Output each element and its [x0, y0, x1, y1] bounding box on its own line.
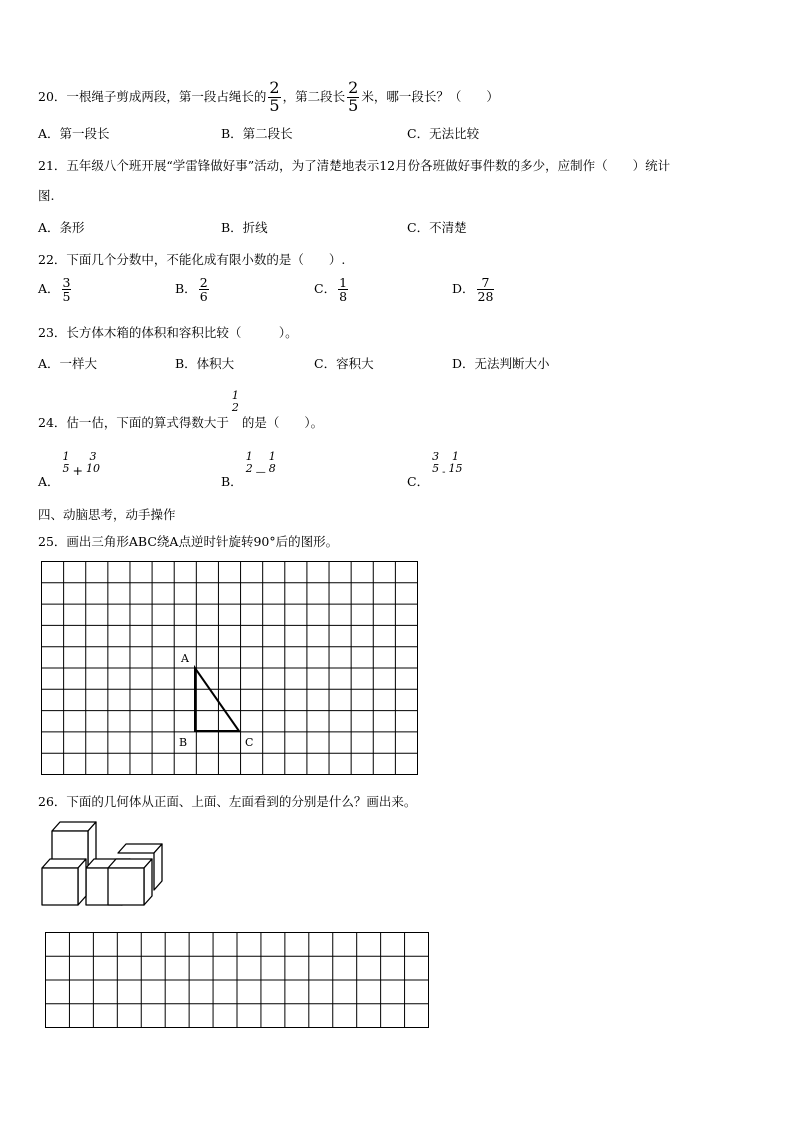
fraction: $\frac{1}{8}$ — [339, 275, 348, 305]
fraction: $\frac{3}{5}$ — [62, 275, 71, 305]
q20-option-c: C．无法比较 — [407, 126, 480, 141]
q21-option-c: C．不清楚 — [407, 220, 467, 235]
fraction: $\frac{2}{6}$ — [199, 275, 208, 305]
fraction: $\frac{2}{5}$ — [269, 78, 280, 115]
q20-option-a: A．第一段长 — [38, 126, 110, 141]
point-b-label: B — [179, 736, 188, 749]
q21-option-b: B．折线 — [221, 220, 268, 235]
q24-option-c: C． 3 5 $_-$ 1 15 — [407, 450, 463, 490]
fraction: 1 2 — [245, 450, 253, 475]
fraction: 1 2 — [231, 389, 239, 414]
q23-option-a: A．一样大 — [38, 356, 98, 371]
fraction: 3 5 — [432, 450, 440, 475]
q23-option-b: B．体积大 — [175, 356, 235, 371]
triangle-abc — [195, 668, 239, 731]
q21-stem-cont: 图. — [38, 188, 55, 203]
q22-option-b: B． $\frac{2}{6}$ — [175, 275, 208, 305]
q25-stem: 25．画出三角形ABC绕A点逆时针旋转90°后的图形。 — [38, 534, 339, 549]
q23-stem: 23．长方体木箱的体积和容积比较（ ）。 — [38, 325, 298, 340]
q25-grid — [41, 561, 418, 775]
q22-option-d: D． $\frac{7}{28}$ — [452, 275, 494, 305]
q23-option-c: C．容积大 — [314, 356, 374, 371]
fraction: 3 10 — [86, 450, 101, 475]
q24-stem: 24．估一估，下面的算式得数大于 1 2 的是（ ）。 — [38, 389, 324, 430]
point-c-label: C — [245, 736, 254, 749]
fraction: 1 5 — [62, 450, 70, 475]
q23-option-d: D．无法判断大小 — [452, 356, 550, 371]
q24-option-a: A． 1 5 + 3 10 — [38, 450, 101, 490]
fraction: $\frac{2}{5}$ — [348, 78, 359, 115]
cube-solid-figure — [38, 818, 166, 913]
q26-stem: 26．下面的几何体从正面、上面、左面看到的分别是什么？画出来。 — [38, 794, 417, 809]
q24-option-b: B． 1 2 $_—$ 1 8 — [221, 450, 276, 490]
q22-stem: 22．下面几个分数中，不能化成有限小数的是（ ）. — [38, 252, 346, 267]
q22-option-c: C． $\frac{1}{8}$ — [314, 275, 348, 305]
fraction: $\frac{7}{28}$ — [477, 275, 494, 305]
q20-stem: 20．一根绳子剪成两段，第一段占绳长的 $\frac{2}{5}$ ，第二段长 $\frac{2}{5}$ 米，哪一段长？（ ） — [38, 78, 499, 115]
point-a-label: A — [181, 652, 189, 665]
grid-paper — [45, 932, 429, 1028]
q26-grid — [45, 932, 429, 1028]
q21-option-a: A．条形 — [38, 220, 85, 235]
q22-option-a: A． $\frac{3}{5}$ — [38, 275, 71, 305]
q20-option-b: B．第二段长 — [221, 126, 293, 141]
fraction: 1 15 — [448, 450, 463, 475]
section-heading: 四、动脑思考，动手操作 — [38, 507, 176, 522]
fraction: 1 8 — [268, 450, 276, 475]
grid-paper — [41, 561, 418, 775]
q21-stem: 21．五年级八个班开展“学雷锋做好事”活动，为了清楚地表示12月份各班做好事件数的多少，应制作（ ）统计 — [38, 158, 671, 173]
